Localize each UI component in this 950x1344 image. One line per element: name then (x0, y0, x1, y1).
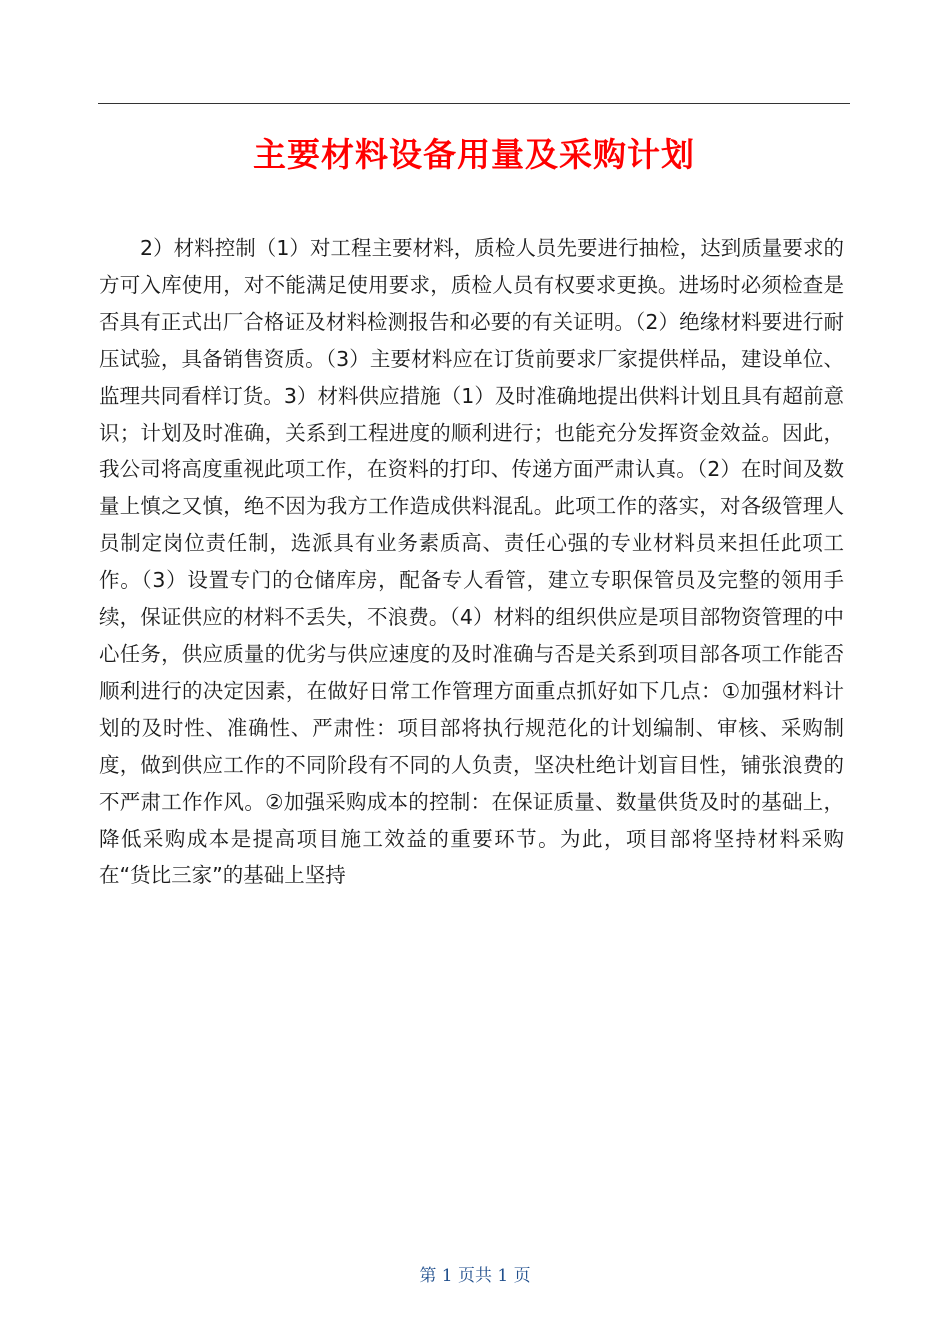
page-number-footer: 第 1 页共 1 页 (419, 1266, 531, 1286)
body-paragraph: 2）材料控制（1）对工程主要材料，质检人员先要进行抽检，达到质量要求的方可入库使用，对不能满足使用要求，质检人员有权要求更换。进场时必须检查是否具有正式出厂合格证及材料检测报告和必要的有关证明。（2）绝缘材料要进行耐压试验，具备销售资质。（3）主要材料应在订货前要求厂家提供样品，建设单位、监理共同看样订货。3）材料供应措施（1）及时准确地提出供料计划且具有超前意识；计划及时准确，关系到工程进度的顺利进行；也能充分发挥资金效益。因此，我公司将高度重视此项工作，在资料的打印、传递方面严肃认真。（2）在时间及数量上慎之又慎，绝不因为我方工作造成供料混乱。此项工作的落实，对各级管理人员制定岗位责任制，选派具有业务素质高、责任心强的专业材料员来担任此项工作。（3）设置专门的仓储库房，配备专人看管，建立专职保管员及完整的领用手续，保证供应的材料不丢失，不浪费。（4）材料的组织供应是项目部物资管理的中心任务，供应质量的优劣与供应速度的及时准确与否是关系到项目部各项工作能否顺利进行的决定因素，在做好日常工作管理方面重点抓好如下几点：①加强材料计划的及时性、准确性、严肃性：项目部将执行规范化的计划编制、审核、采购制度，做到供应工作的不同阶段有不同的人负责，坚决杜绝计划盲目性，铺张浪费的不严肃工作作风。②加强采购成本的控制：在保证质量、数量供货及时的基础上，降低采购成本是提高项目施工效益的重要环节。为此，项目部将坚持材料采购在“货比三家”的基础上坚持 (99, 236, 844, 888)
document-title: 主要材料设备用量及采购计划 (253, 135, 695, 175)
header-rule (98, 103, 850, 104)
